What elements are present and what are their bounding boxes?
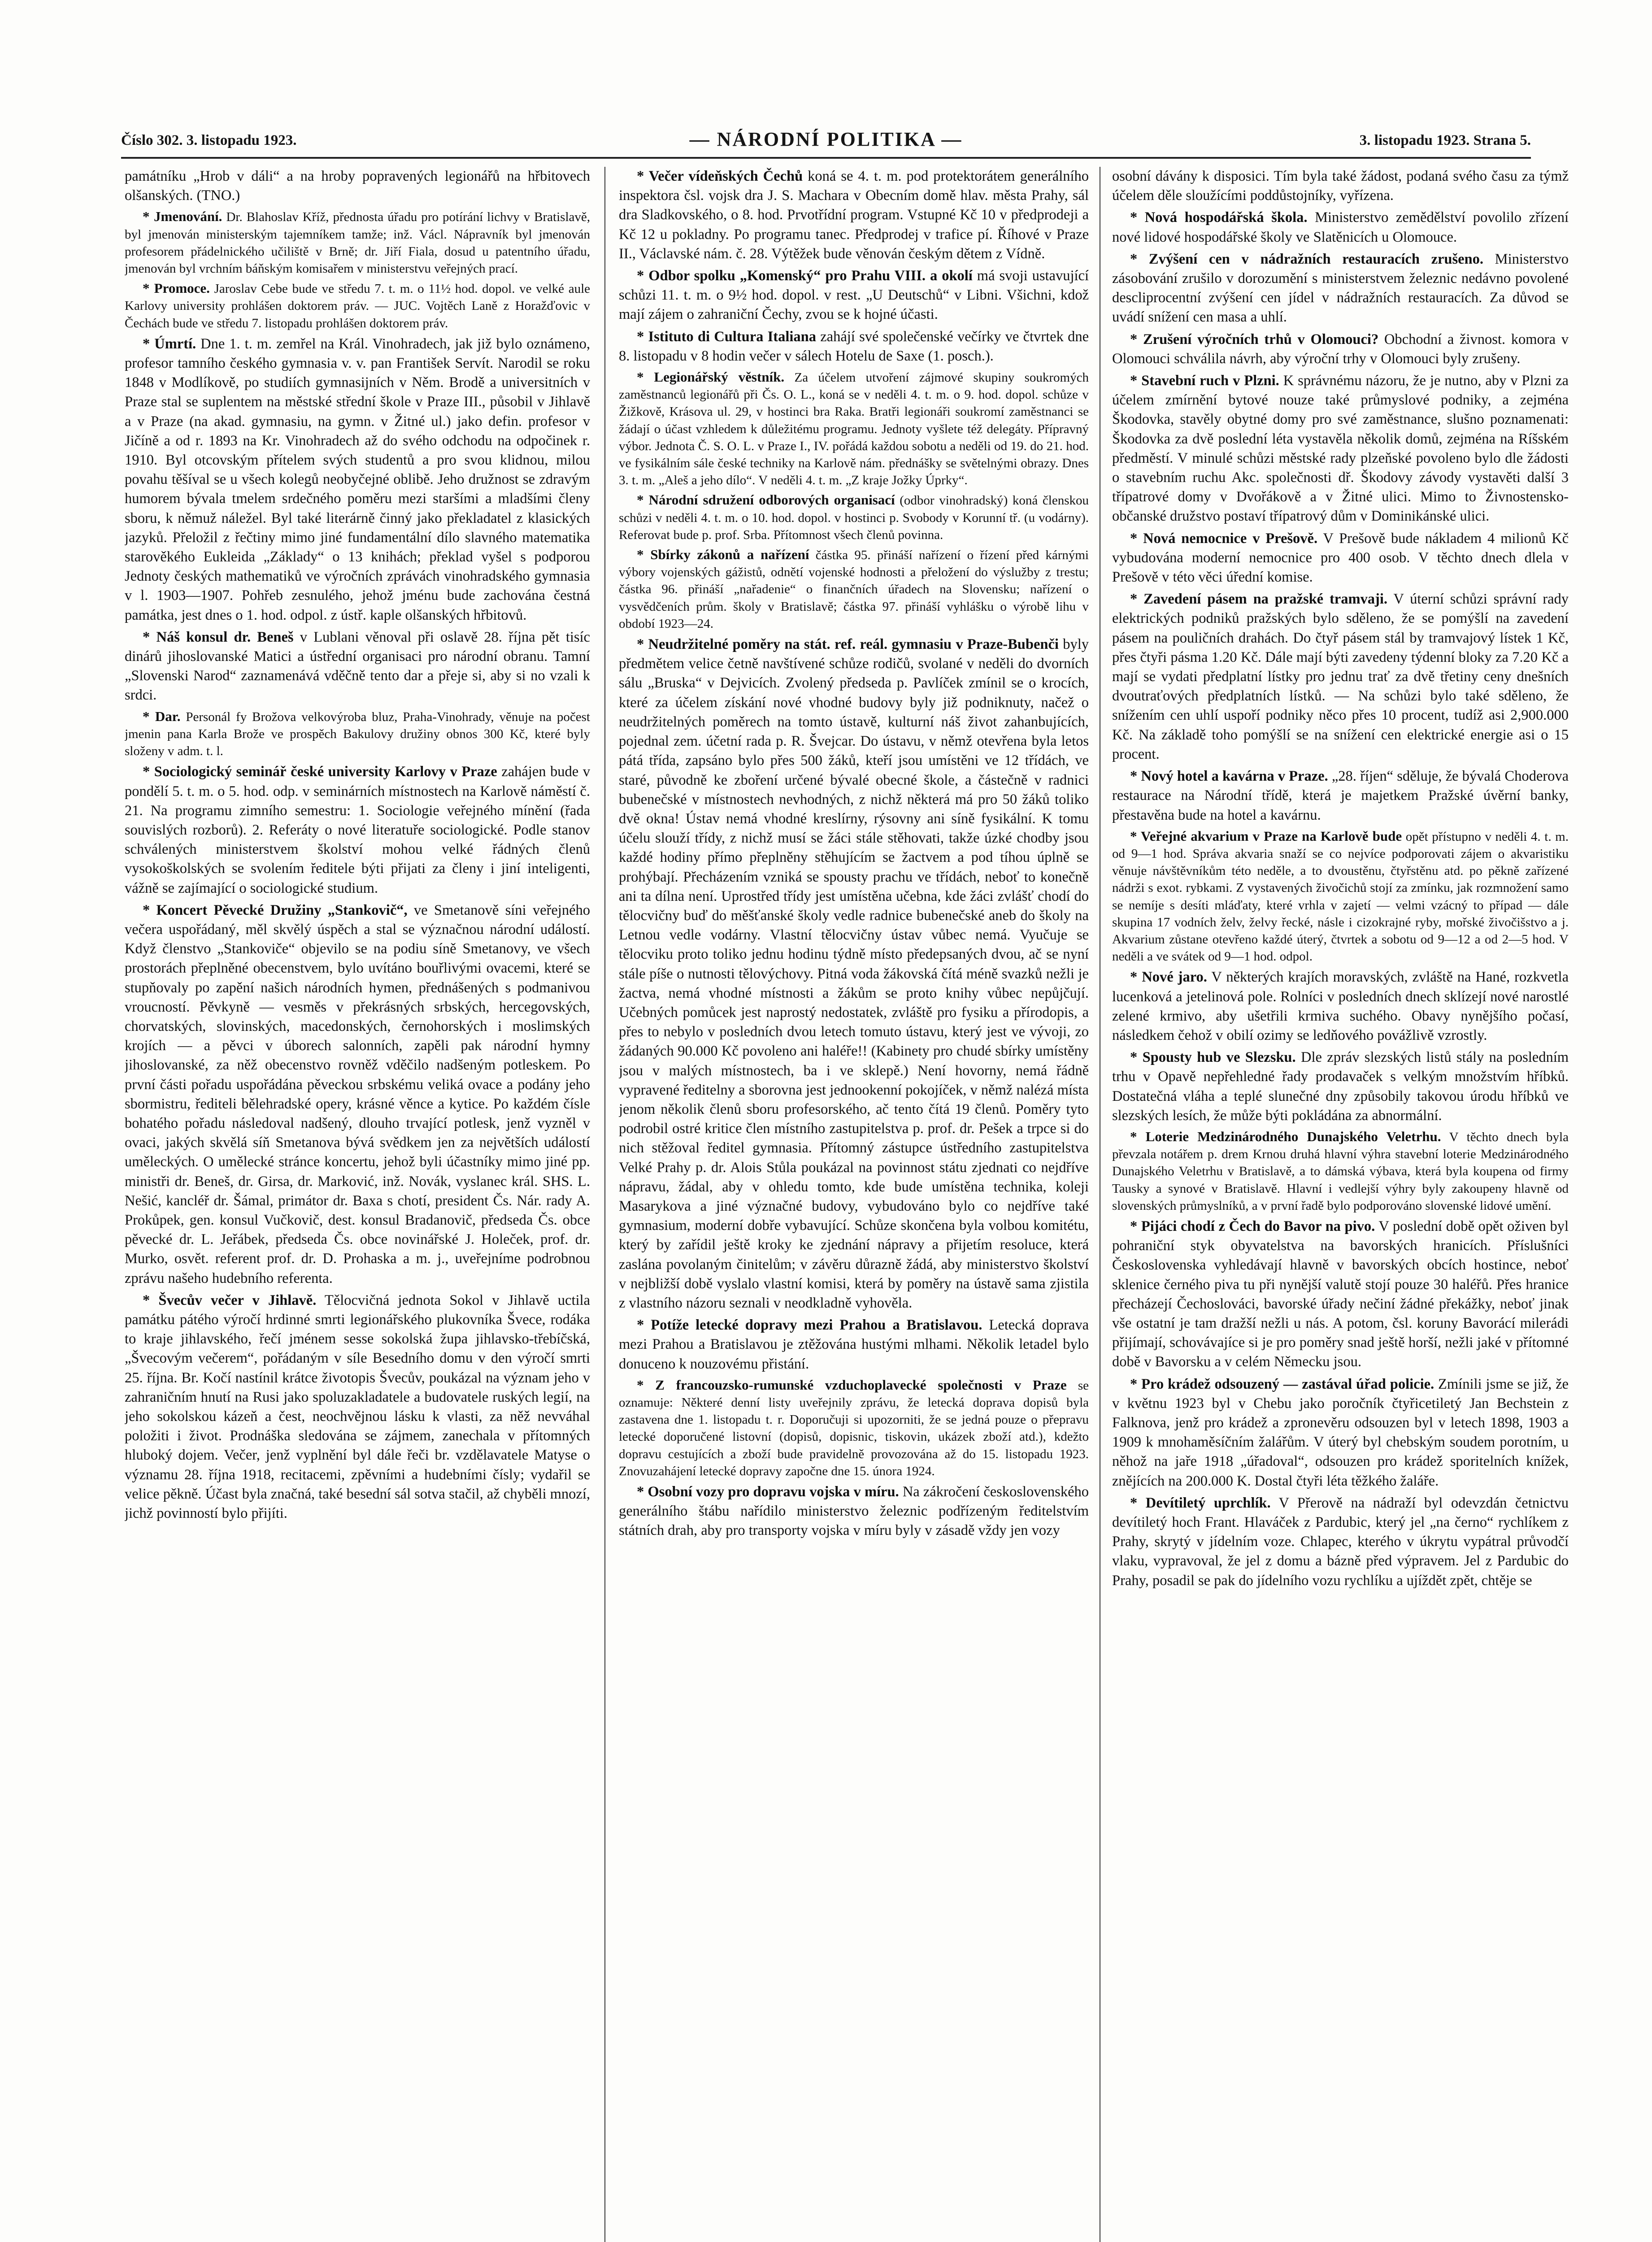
news-item [125,335,590,625]
news-item [619,491,1089,543]
news-item [619,167,1089,264]
news-item-text: památníku „Hrob v dáli“ a na hroby popravených legionářů na hřbitovech olšanských. (TNO.) [125,168,590,204]
news-item [125,280,590,332]
news-item-headline: * Večer vídeňských Čechů [637,168,803,184]
news-item [1112,1375,1569,1491]
news-item-headline: * Sbírky zákonů a nařízení [637,547,809,563]
news-item [125,708,590,760]
news-item-text: Dr. Blahoslav Kříž, přednosta úřadu pro potírání lichvy v Bratislavě, byl jmenován ministerským tajemníkem tamže; inž. Václ. Nápravník byl jmenován profesorem přádelnického učiliště v Brně; dr. Jiří Fiala, dosud u patentního úřadu, jmenován byl vrchním báňským komisařem v ministerstvu veřejných prací. [125,210,590,276]
column-2 [619,167,1089,2242]
news-item [1112,208,1569,247]
news-item-text: osobní dávány k disposici. Tím byla také žádost, podaná svého času za týmž účelem děle sloužícími poddůstojníky, vyřízena. [1112,168,1569,204]
column-1 [125,167,590,2242]
news-item-headline: * Úmrtí. [143,335,196,352]
news-item-text: byly předmětem velice četně navštívené schůze rodičů, svolané v neděli do dvorních sálu „Bruska“ v Dejvicích. Zvolený předseda p. Pavlíček zmínil se o krocích, které za účelem získání nové vhodné budovy byly již podniknuty, načež o neudržitelných poměrech na tomto ústavě, kulturní náš život zahanbujících, pojednal zem. účetní rada p. R. Švejcar. Do ústavu, v němž otevřena byla letos pátá třída, zapsáno bylo přes 500 žáků, kteří jsou umístěni ve 12 třídách, ve staré, původně ke zboření určené bývalé obecné škole, a částečně v radnici bubenečské v místnostech nevhodných, z nichž některá má pro 50 žáků toliko dvě okna! Ústav nemá vhodné kreslírny, rýsovny ani síně fysikální. K tomu účelu slouží třídy, z nichž musí se žáci stále stěhovati, takže úzké chodby jsou každé hodiny přímo přeplněny stěhujícím se žactvem a pod tíhou úplně se prohýbají. Přecházením vzniká se spousty prachu ve třídách, neboť to konečně ani ta dílna není. Uprostřed třídy jest umístěna učebna, kde žáci zvlášť chodí do tělocvičny buď do měšťanské školy vedle radnice bubenečské aneb do školy na Letnou vedle vodárny. Vlastní tělocvičny ústav vůbec nemá. Vyučuje se tělocviku proto toliko jednu hodinu týdně místo předepsaných dvou, ač se nyní stále píše o nutnosti tělovýchovy. Pitná voda žákovská čítá méně svazků nežli je žactva, nemá vhodné místnosti a žákům se proto knihy vůbec nepůjčují. Učebných pomůcek jest naprostý nedostatek, zvláště pro fysiku a přírodopis, a přes to nebylo v posledních dvou letech tomuto ústavu, který jest ve vývoji, zo žádaných 90.000 Kč povoleno ani haléře!! (Kabinety pro chudé sbírky umístěny jsou v malých místnostech, ba i ve sklepě.) Není hovorny, nemá řádně vypravené ředitelny a sborovna jest jednookenní pokojíček, v němž nalézá místa jenom několik členů sboru profesorského, ač tento čítá 19 členů. Poměry tyto podrobil ostré kritice člen místního zastupitelstva p. prof. dr. Pešek a trpce si do nich stěžoval ředitel gymnasia. Přítomný zástupce ústředního zastupitelstva Velké Prahy p. dr. Alois Stůla poukázal na povinnost státu zjednati co nejdříve nápravu, žádal, aby v ohledu tomto, kde bude umístěna technika, koleji Masarykova a jiné význačné budovy, vybudováno bylo co nejdříve také gymnasium, moderní dobře vybavující. Schůze skončena byla volbou komitétu, který by zařídil ještě kroky ke zjednání nápravy a přijetím resoluce, která zaslána povolaným činitelům; v závěru důrazně žádá, aby ministerstvo školství v nejbližší době vyslalo vlastní komisi, která by poměry na ústavě sama zjistila z vlastního názoru seznali v neodkladně vyhověla. [619,636,1089,1311]
news-item-text: má svoji ustavující schůzi 11. t. m. o 9½ hod. dopol. v rest. „U Deutschů“ v Libni. Všichni, kdož mají zájem o zahraniční Čechy, zvou se k hojné účasti. [619,268,1089,323]
news-item-headline: * Neudržitelné poměry na stát. ref. reál. gymnasiu v Praze-Bubenči [637,636,1059,653]
news-item-text: (odbor vinohradský) koná členskou schůzi v neděli 4. t. m. o 10. hod. dopol. v hostinci p. Svobody v Korunní tř. (u vodárny). Referovat bude p. prof. Srba. Přítomnost všech členů povinna. [619,493,1089,542]
news-item-text: v Lublani věnoval při oslavě 28. října pět tisíc dinárů jihoslovanské Matici a ústřední organisaci pro národní obranu. Tamní „Slovenski Narod“ zaznamenává vděčně tento dar a přeje si, aby si no vzali k srdci. [125,629,590,704]
news-item [1112,371,1569,526]
news-item-headline: * Spousty hub ve Slezsku. [1130,1049,1296,1066]
news-item [1112,1217,1569,1372]
news-item [1112,1048,1569,1125]
news-item [1112,968,1569,1045]
news-item-text: V těchto dnech byla převzala notářem p. drem Krnou druhá hlavní výhra stavební loterie Medzinárodného Dunajského Veletrhu v Bratislavě, a to dámská výbava, která byla koupena od firmy Tausky a synové v Bratislavě. Hlavní i vedlejší výhry byly zakoupeny hlavně od slovenských průmyslníků, a v první řadě bylo podporováno slovenské lidové umění. [1112,1130,1569,1213]
news-item-headline: * Stavební ruch v Plzni. [1130,373,1279,389]
news-item [1112,767,1569,825]
news-item-headline: * Promoce. [143,280,210,296]
page-header [121,128,1531,155]
news-item [619,546,1089,632]
news-item-headline: * Devítiletý uprchlík. [1130,1495,1271,1511]
news-item-text: Za účelem utvoření zájmové skupiny soukromých zaměstnanců legionářů při Čs. O. L., koná se v neděli 4. t. m. o 9. hod. dopol. schůze v Žižkově, Krásova ul. 29, v hostinci bra Raka. Bratři legionáři soukromí zaměstnanci se žádají o účast vzhledem k důležitému programu. Jednoty vyšlete též delegáty. Přípravný výbor. Jednota Č. S. O. L. v Praze I., IV. pořádá každou sobotu a neděli od 19. do 21. hod. ve fysikálním sále české techniky na Karlově nám. přednášky se světelnými obrazy. Dnes 3. t. m. „Aleš a jeho dílo“. V neděli 4. t. m. „Z kraje Jožky Úprky“. [619,370,1089,488]
news-item-headline: * Národní sdružení odborových organisací [637,492,895,508]
news-item-headline: * Odbor spolku „Komenský“ pro Prahu VIII. a okolí [637,268,973,284]
news-item-text: koná se 4. t. m. pod protektorátem generálního inspektora čsl. vojsk dra J. S. Machara v Obecním domě hlav. města Prahy, sál dra Sladkovského, o 8. hod. Prvotřídní program. Vstupné Kč 10 v předprodeji a Kč 12 u pokladny. Po programu tanec. Předprodej v trafice pí. Říhové v Praze II., Václavské nám. č. 28. Výtěžek bude věnován českým dětem z Vídně. [619,168,1089,262]
news-item-headline: * Pijáci chodí z Čech do Bavor na pivo. [1130,1218,1375,1234]
news-item-headline: * Nová hospodářská škola. [1130,209,1308,226]
news-item [1112,250,1569,327]
news-item-headline: * Dar. [143,708,181,724]
newspaper-title: — NÁRODNÍ POLITIKA — [689,128,963,150]
news-item-headline: * Sociologický seminář české university Karlovy v Praze [143,764,497,780]
news-item-headline: * Nová nemocnice v Prešově. [1130,530,1318,547]
news-item [125,762,590,898]
news-item-headline: * Švecův večer v Jihlavě. [143,1292,317,1308]
news-item [619,1316,1089,1374]
news-item-text: ve Smetanově síni veřejného večera uspořádaný, měl skvělý úspěch a stal se význačnou národní událostí. Když členstvo „Stankoviče“ objevilo se na podiu síně Smetanovy, ve všech prostorách přeplněné obecenstvem, bylo uvítáno bouřlivými ovacemi, které se stupňovaly po zapění našich národních hymen, přednášených s podmanivou vroucností. Pěvkyně — vesměs v překrásných srbských, hercegovských, chorvatských, slovinských, macedonských, černohorských i moslimských krojích — a pěvci v úborech salonních, zapěli pak národní hymny jihoslovanské, za něž obecenstvo rovněž vděčilo nadšeným potleskem. Po první části pořadu uspořádána pěveckou srbskému veliká ovace a podány jeho sbormistru, řediteli bělehradské opery, krásné věnce a kytice. Po každém čísle bohatého pořadu následoval nadšený, dlouho trvající potlesk, jenž vyzněl v ovaci, jakých skvělá síň Smetanova bývá svědkem jen za největších událostí uměleckých. O umělecké stránce koncertu, jehož byli účastníky mimo jiné pp. ministři dr. Beneš, dr. Girsa, dr. Marković, inž. Novák, vyslanec král. SHS. L. Nešić, kancléř dr. Šámal, primátor dr. Baxa s chotí, president Čs. Nár. rady A. Prokůpek, gen. konsul Vučkovič, dest. konsul Bradanovič, předseda Čs. obce pěvecké dr. L. Jeřábek, předseda Čs. obce novinářské J. Holeček, prof. dr. Murko, osvět. referent prof. dr. D. Prohaska a m. j., uveřejníme podrobnou zprávu našeho hudebního referenta. [125,902,590,1286]
news-item-text: Zmínili jsme se již, že v květnu 1923 byl v Chebu jako poročník čtyřicetiletý Jan Bechstein z Falknova, jenž pro krádež a zpronevěru odsouzen byl v letech 1898, 1903 a 1909 k mnohaměsíčním žalářům. V úterý byl chebským soudem porotním, u něhož na jaře 1918 „úřadoval“, odsouzen pro krádež sporitelních knížek, znějících na 200.000 K. Dostal čtyři léta těžkého žaláře. [1112,1376,1569,1489]
news-item-text: Dne 1. t. m. zemřel na Král. Vinohradech, jak již bylo oznámeno, profesor tamního českého gymnasia v. v. pan František Servít. Narodil se roku 1848 v Modlíkově, po studiích gymnasijních v Něm. Brodě a universitních v Praze stal se suplentem na městské střední škole v Praze III., působil v Jihlavě a v Praze (na akad. gymnasiu, na gymn. v Žitné ul.) jako defin. profesor v Jičíně a od r. 1893 na Kr. Vinohradech až do svého odchodu na odpočinek r. 1910. Byl otcovským přítelem svých studentů a pro svou klidnou, milou povahu těšíval se u všech kolegů neobyčejné oblibě. Jeho družnost se zdravým humorem bývala tmelem srdečného poměru mezi staršími a mladšími členy sboru, k němuž náležel. Byl také literárně činný jako překladatel z klasických jazyků. Přeložil z řečtiny mimo jiné fundamentální dílo slavného matematika starověkého Eukleida „Základy“ o 13 knihách; překlad vyšel s podporou Jednoty českých mathematiků ve výročních zprávách vinohradského gymnasia v l. 1903—1907. Pohřeb zesnulého, jehož jménu bude zachována čestná památka, jest dnes o 1. hod. odpol. z ústř. kaple olšanských hřbitovů. [125,335,590,623]
news-item-headline: * Zavedení pásem na pražské tramvaji. [1130,591,1388,608]
news-item-headline: * Nové jaro. [1130,969,1207,986]
news-item-headline: * Veřejné akvarium v Praze na Karlově bude [1130,828,1402,844]
issue-number-date: Číslo 302. 3. listopadu 1923. [121,132,297,148]
news-item-text: „28. říjen“ sděluje, že bývalá Choderova restaurace na Národní třídě, která je majetkem Pražské úvěrní banky, přestavěna bude na hotel a kavárnu. [1112,768,1569,823]
news-item-headline: * Nový hotel a kavárna v Praze. [1130,768,1328,785]
news-item [125,1291,590,1523]
news-item-text: Tělocvičná jednota Sokol v Jihlavě uctila památku pátého výročí hrdinné smrti legionářského plukovníka Švece, rodáka to kraje jihlavského, řečí jménem sesse sokolská župa jihlavsko-třebíčská, „Švecovým večerem“, pořádaným v síle Besedního domu v den výročí smrti 25. října. Br. Kočí nastínil krátce životopis Švecův, poukázal na význam jeho v zahraničním hnutí na Rusi jako spoluzakladatele a budovatele ruských legií, na jeho sokolskou kázeň a čest, neochvějnou lásku k vlasti, za něž nevváhal položiti i život. Prodnáška sledována se zájmem, zanechala v přítomných hluboký dojem. Večer, jenž vyplnění byl dále řeči br. vzdělavatele Matyse o významu 28. října 1918, recitacemi, zpěvními a hudebními čísly; vydařil se velice pěkně. Účast byla značná, také besední sál sotva stačil, až chyběli mnozí, jichž povinností bylo přijíti. [125,1292,590,1522]
news-item-text: Letecká doprava mezi Prahou a Bratislavou je ztěžována hustými mlhami. Několik letadel bylo donuceno k nouzovému přistání. [619,1317,1089,1372]
news-item-text: zahájí své společenské večírky ve čtvrtek dne 8. listopadu v 8 hodin večer v sálech Hotelu de Saxe (1. posch.). [619,328,1089,364]
news-item-text: Personál fy Brožova velkovýroba bluz, Praha-Vinohrady, věnuje na počest jmenin pana Karla Brože ve prospěch Bakulovy družiny obnos 300 Kč, které byly složeny v adm. t. l. [125,709,590,759]
news-item-text: opět přístupno v neděli 4. t. m. od 9—1 hod. Správa akvaria snaží se co nejvíce podporovati zájem o akvaristiku věnuje návštěvníkům této neděle, a to dvoustěnu, čtyřstěnu atd. po pěkně zařízené nádrži s exot. rybkami. Z vystavených živočichů stojí za zmínku, jak rozmnožení samo se nemíje s desíti mláďaty, které vrhla v zajetí — velmi vzácný to případ — dále skupina 17 vodních želv, želvy řecké, násle i cizokrajné ryby, mořské živočišstvo a j. Akvarium zůstane otevřeno každé úterý, čtvrtek a sobotu od 9—12 a od 2—5 hod. V neděli a ve svátek od 9—1 hod. odpol. [1112,829,1569,964]
news-item-headline: * Istituto di Cultura Italiana [637,328,816,345]
news-item-headline: * Legionářský věstník. [637,369,785,385]
news-item [619,369,1089,489]
news-item-text: zahájen bude v pondělí 5. t. m. o 5. hod. odp. v seminárních místnostech na Karlově náměstí č. 21. Na programu zimního semestru: 1. Sociologie veřejného mínění (řada souvislých rozborů). 2. Referáty o nové literatuře sociologické. Podle stanov schválených ministerstvem školství mohou velké řádných členů vysokoškolských se svolením ředitele býti přijati za členy i jiní inteligenti, vážně se zajímající o sociologické studium. [125,764,590,896]
news-item [619,635,1089,1313]
news-item-headline: * Zvýšení cen v nádražních restauracích zrušeno. [1130,251,1484,267]
news-item-text: Ministerstvo zemědělství povolilo zřízení nové lidové hospodářské školy ve Slatěnicích u Olomouce. [1112,209,1569,245]
news-item-text: V úterní schůzi správní rady elektrických podniků pražských bylo sděleno, že se pomýšlí na zavedení pásem na pouličních drahách. Do čtyř pásem stál by tramvajový lístek 1 Kč, přes čtyři pásma 1.20 Kč. Dále mají býti zavedeny týdenní bloky za 7.20 Kč a mají se vydati předplatní lístky pro jednu trať za dvě třetiny ceny dnešních dvoutraťových předplatních lístků. — Na schůzi bylo také sděleno, že snížením cen uhlí uspoří podniky něco přes 10 procent, tudíž asi 2,900.000 Kč. Na základě toho pomýšlí se na snížení cen elektrické energie asi o 15 procent. [1112,591,1569,762]
news-item-headline: * Z francouzsko-rumunské vzduchoplavecké společnosti v Praze [637,1377,1067,1393]
news-item-text: se oznamuje: Některé denní listy uveřejnily zprávu, že letecká doprava dopisů byla zastavena dne 1. listopadu t. r. Doporučuji si upozorniti, že se jedná pouze o přepravu letecké doporučené listovní (dopisů, dopisnic, tiskovin, ukázek zboží atd.), kdežto dopravu cestujících a zboží bude pravidelně provozována až do 15. listopadu 1923. Znovuzahájení letecké dopravy započne dne 15. února 1924. [619,1378,1089,1478]
news-item [619,1377,1089,1480]
news-item [125,208,590,277]
news-item-headline: * Náš konsul dr. Beneš [143,629,294,645]
news-item-text: Obchodní a živnost. komora v Olomouci schválila návrh, aby výroční trhy v Olomouci byly zrušeny. [1112,331,1569,367]
column-3 [1112,167,1569,2242]
news-item-headline: * Jmenování. [143,209,222,225]
news-item [1112,330,1569,369]
news-item [619,1482,1089,1541]
news-item-text: Na zákročení československého generálního štábu nařídilo ministerstvo železnic podřízeným ředitelstvím státních drah, aby pro transporty vojska v míru byly v zásadě vždy jen vozy [619,1484,1089,1539]
news-item-text: Ministerstvo zásobování zrušilo v dorozumění s ministerstvem železnic nedávno povolené descliprocentní zvýšení cen jídel v nádražních restauracích. Za důvod se uvádí snížení cen masa a uhlí. [1112,251,1569,326]
news-item [1112,167,1569,205]
news-item [125,167,590,205]
column-divider-1 [604,167,605,2242]
news-item-text: V některých krajích moravských, zvláště na Hané, rozkvetla lucenková a jetelinová pole. Rolníci v posledních dnech sklízejí nové narostlé zelené krmivo, aby ušetřili krmiva suchého. Obavy nynějšího počasí, následkem čehož v obilí ozimy se ledňového povážlivě vzrostly. [1112,969,1569,1043]
news-item [1112,1128,1569,1214]
news-item-text: V poslední době opět oživen byl pohraniční styk obyvatelstva na bavorských hranicích. Příslušníci Československa vyhledávají hlavně v bavorských obcích hostince, neboť sklenice černého piva tu při nynější valutě stojí pouze 30 haléřů. Přes hranice přecházejí Čechoslováci, bavorské úřady nečiní žádné překážky, neboť jinak vše ostatní je tam dražší nežli u nás. A potom, čsl. koruny Bavorácí milerádi přijímají, schovávajíce si je pro poměry snad ještě horší, nežli jaké v přítomné době v Bavorsku a v celém Německu jsou. [1112,1218,1569,1370]
news-item-headline: * Koncert Pěvecké Družiny „Stankovič“, [143,902,408,918]
news-item-headline: * Osobní vozy pro dopravu vojska v míru. [637,1484,899,1500]
news-item [1112,529,1569,587]
news-item-headline: * Pro krádež odsouzený — zastával úřad policie. [1130,1376,1435,1392]
news-item-text: Jaroslav Cebe bude ve středu 7. t. m. o 11½ hod. dopol. ve velké aule Karlovy university prohlášen doktorem práv. — JUC. Vojtěch Laně z Horažďovic v Čechách bude ve středu 7. listopadu prohlášen doktorem práv. [125,282,590,330]
news-item [619,327,1089,366]
news-item [619,266,1089,325]
news-item [125,628,590,705]
header-rule [121,157,1531,159]
news-item-headline: * Loterie Medzinárodného Dunajského Veletrhu. [1130,1128,1441,1144]
news-item [125,901,590,1288]
news-item-headline: * Potíže letecké dopravy mezi Prahou a Bratislavou. [637,1317,983,1334]
page-date-number: 3. listopadu 1923. Strana 5. [1359,132,1531,148]
news-item-headline: * Zrušení výročních trhů v Olomouci? [1130,331,1379,348]
news-item-text: V Přerově na nádraží byl odevzdán četnictvu devítiletý hoch Frant. Hlaváček z Pardubic, který jel „na černo“ rychlíkem z Prahy, skrytý v jídelním voze. Chlapec, kterého v úkrytu vypátral průvodčí vlaku, vypravoval, že jel z domu a bázně před výpravem. Jel z Pardubic do Prahy, posadil se pak do jídelního vozu rychlíku a ujíždět zpět, chtěje se [1112,1495,1569,1589]
news-item-text: V Prešově bude nákladem 4 milionů Kč vybudována moderní nemocnice pro 400 osob. V těchto dnech dlela v Prešově v této věci úřední komise. [1112,530,1569,586]
news-item [1112,590,1569,764]
news-item-text: částka 95. přináší nařízení o řízení před kárnými výbory vojenských gážistů, odnětí vojenské hodnosti a přeložení do výslužby z trestu; částka 96. přináší „nařadenie“ o finančních úřadech na Slovensku; nařízení o vysvědčeních prům. školy v Bratislavě; částka 97. přináší vyhlášku o výrobě lihu v období 1923—24. [619,548,1089,631]
news-item [1112,1494,1569,1590]
news-item [1112,828,1569,965]
news-item-text: K správnému názoru, že je nutno, aby v Plzni za účelem zmírnění bytové nouze také průmyslové podniky, a zejména Škodovka, stavěly obytné domy pro své zaměstnance, slušno poznamenati: Škodovka za dvě poslední léta vystavěla několik domů, zejména na Ríšském předměstí. V minulé schůzi městské rady plzeňské povoleno bylo dle žádosti o stavebním ruchu Akc. společnosti dř. Škodovy závody vystavěti další 3 třípatrové domy v Dvořákově a v Žitné ulici. Mimo to Živnostensko-občanské družstvo postaví třípatrový dům v Dominikánské ulici. [1112,373,1569,525]
news-item-text: Dle zpráv slezských listů stály na posledním trhu v Opavě nepřehledné řady prodavaček s velkým množstvím hříbků. Dostatečná vláha a teplé slunečné dny způsobily takovou úrodu hříbků ve slezských lesích, že může býti pokládána za abnormální. [1112,1049,1569,1124]
